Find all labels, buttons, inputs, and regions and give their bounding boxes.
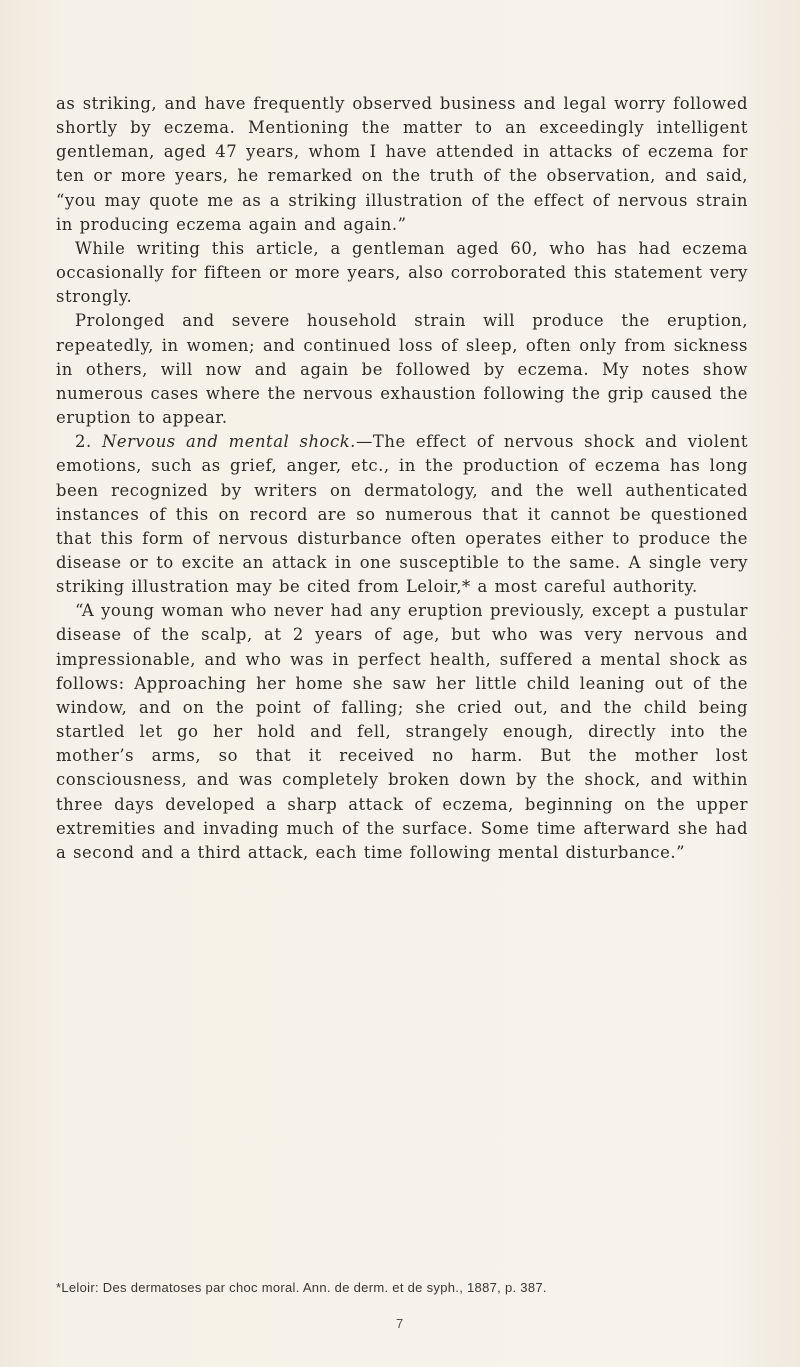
paragraph-continuation: as striking, and have frequently observed business and legal worry followed shortly by eczema. Mentioning the matter to an exceedingly intelligent gentleman, aged 47 years, whom I have attended in attacks of eczema for ten or more years, he remarked on the truth of the observation, and said, “you may quote me as a striking illustration of the effect of nervous strain in producing eczema again and again.” (56, 94, 748, 234)
section-number: 2. (75, 432, 92, 452)
footnote: *Leloir: Des dermatoses par choc moral. Ann. de derm. et de syph., 1887, p. 387. (56, 1280, 547, 1295)
paragraph-leloir-quote: “A young woman who never had any eruption previously, except a pustular disease of the scalp, at 2 years of age, but who was very nervous and impressionable, and who was in perfect health, suffered a mental shock as follows: Approaching her home she saw her little child leaning out of the window, and on the point of falling; she cried out, and the child being startled let go her hold and fell, strangely enough, directly into the mother’s arms, so that it received no harm. But the mother lost consciousness, and was completely broken down by the shock, and within three days developed a sharp attack of eczema, beginning on the upper extremities and invading much of the surface. Some time afterward she had a second and a third attack, each time following mental disturbance.” (56, 601, 748, 862)
paragraph-gentleman-aged-60: While writing this article, a gentleman aged 60, who has had eczema occasionally for fifteen or more years, also corroborated this statement very strongly. (56, 238, 748, 307)
paragraph-nervous-shock (56, 430, 748, 599)
page-number: 7 (396, 1316, 404, 1331)
section-body: —The effect of nervous shock and violent emotions, such as grief, anger, etc., in the production of eczema has long been recognized by writers on dermatology, and the well authenticated instances of this on record are so numerous that it cannot be questioned that this form of nervous disturbance often operates either to produce the disease or to excite an attack in one susceptible to the same. A single very striking illustration may be cited from Leloir,* a most careful authority. (56, 432, 748, 597)
paragraph-household-strain: Prolonged and severe household strain will produce the eruption, repeatedly, in women; and continued loss of sleep, often only from sickness in others, will now and again be followed by eczema. My notes show numerous cases where the nervous exhaustion following the grip caused the eruption to appear. (56, 311, 748, 428)
section-heading: Nervous and mental shock. (101, 432, 356, 452)
body-text (56, 92, 748, 865)
